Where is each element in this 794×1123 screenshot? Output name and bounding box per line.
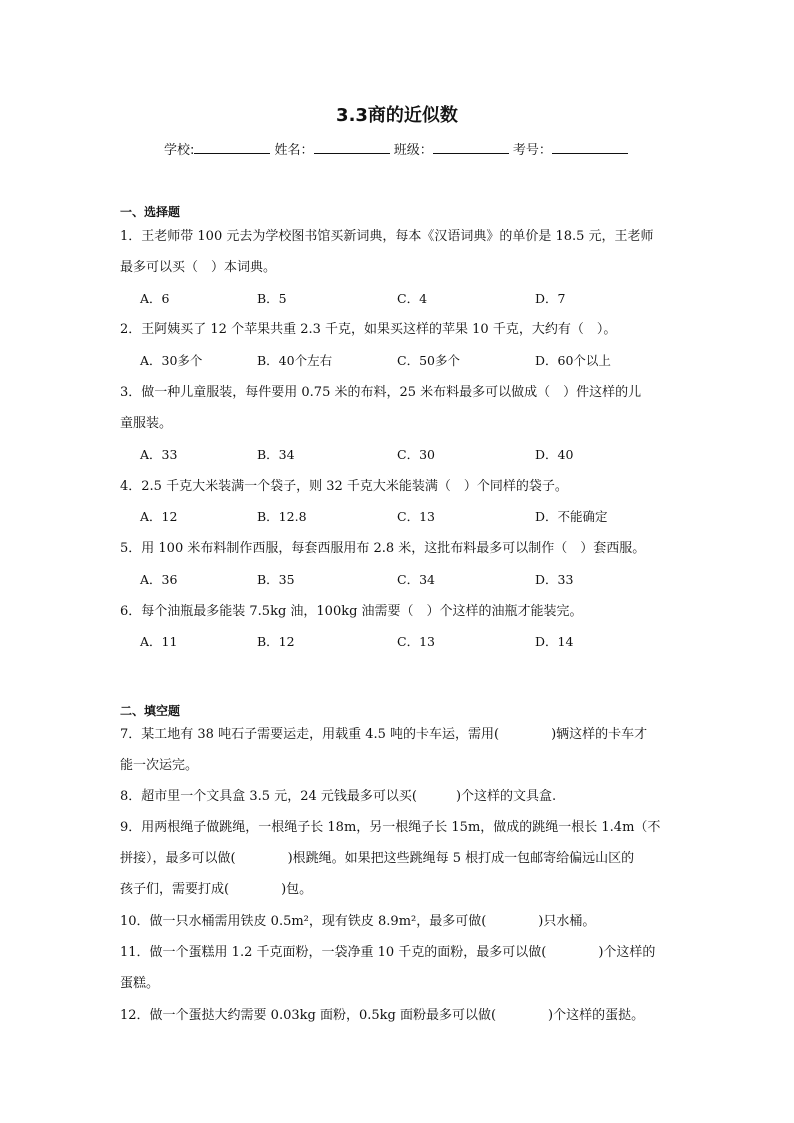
question-5-line-1: 5．用 100 米布料制作西服，每套西服用布 2.8 米，这批布料最多可以制作（ ）套西服。 bbox=[120, 541, 646, 556]
question-5-option-d[interactable]: D．33 bbox=[535, 572, 574, 587]
question-1-option-a[interactable]: A．6 bbox=[140, 291, 170, 306]
question-11-line-1: 11．做一个蛋糕用 1.2 千克面粉，一袋净重 10 千克的面粉，最多可以做( )个这样的 bbox=[120, 945, 656, 960]
question-2-line-1: 2．王阿姨买了 12 个苹果共重 2.3 千克，如果买这样的苹果 10 千克，大约有（ ）。 bbox=[120, 322, 617, 337]
question-1-line-2: 最多可以买（ ）本词典。 bbox=[120, 260, 277, 275]
question-8-line-1: 8．超市里一个文具盒 3.5 元，24 元钱最多可以买( )个这样的文具盒. bbox=[120, 789, 557, 804]
question-2-option-b[interactable]: B．40个左右 bbox=[257, 353, 333, 368]
question-4-line-1: 4．2.5 千克大米装满一个袋子，则 32 千克大米能装满（ ）个同样的袋子。 bbox=[120, 479, 568, 494]
question-12-line-1: 12．做一个蛋挞大约需要 0.03kg 面粉，0.5kg 面粉最多可以做( )个这样的蛋挞。 bbox=[120, 1008, 645, 1023]
question-4-option-a[interactable]: A．12 bbox=[140, 509, 178, 524]
section-title-choice: 一、选择题 bbox=[120, 205, 181, 219]
question-9-line-2: 拼接），最多可以做( )根跳绳。如果把这些跳绳每 5 根打成一包邮寄给偏远山区的 bbox=[120, 851, 635, 866]
question-2-option-c[interactable]: C．50多个 bbox=[397, 353, 460, 368]
question-6-option-a[interactable]: A．11 bbox=[140, 634, 178, 649]
question-4-option-c[interactable]: C．13 bbox=[397, 509, 435, 524]
exam-number-blank[interactable] bbox=[552, 139, 628, 154]
page-title: 3.3商的近似数 bbox=[336, 105, 458, 126]
question-7-line-2: 能一次运完。 bbox=[120, 758, 199, 773]
question-10-line-1: 10．做一只水桶需用铁皮 0.5m²，现有铁皮 8.9m²，最多可做( )只水桶。 bbox=[120, 914, 596, 929]
question-5-option-b[interactable]: B．35 bbox=[257, 572, 295, 587]
question-6-line-1: 6．每个油瓶最多能装 7.5kg 油，100kg 油需要（ ）个这样的油瓶才能装完。 bbox=[120, 604, 583, 619]
name-label: 姓名： bbox=[274, 143, 314, 158]
exam-number-label: 考号： bbox=[512, 143, 552, 158]
question-1-option-c[interactable]: C．4 bbox=[397, 291, 428, 306]
question-6-option-d[interactable]: D．14 bbox=[535, 634, 574, 649]
school-blank[interactable] bbox=[194, 139, 270, 154]
question-3-option-d[interactable]: D．40 bbox=[535, 447, 574, 462]
student-info-row bbox=[164, 139, 628, 159]
question-3-option-a[interactable]: A．33 bbox=[140, 447, 178, 462]
question-5-option-a[interactable]: A．36 bbox=[140, 572, 178, 587]
question-7-line-1: 7．某工地有 38 吨石子需要运走，用载重 4.5 吨的卡车运，需用( )辆这样的卡车才 bbox=[120, 727, 648, 742]
question-3-line-1: 3．做一种儿童服装，每件要用 0.75 米的布料，25 米布料最多可以做成（ ）件这样的儿 bbox=[120, 385, 642, 400]
question-1-line-1: 1．王老师带 100 元去为学校图书馆买新词典，每本《汉语词典》的单价是 18.5 元，王老师 bbox=[120, 229, 654, 244]
section-title-fill-in: 二、填空题 bbox=[120, 704, 181, 718]
question-2-option-a[interactable]: A．30多个 bbox=[140, 353, 203, 368]
question-6-option-b[interactable]: B．12 bbox=[257, 634, 295, 649]
question-9-line-3: 孩子们，需要打成( )包。 bbox=[120, 882, 313, 897]
question-6-option-c[interactable]: C．13 bbox=[397, 634, 435, 649]
question-5-option-c[interactable]: C．34 bbox=[397, 572, 435, 587]
class-label: 班级： bbox=[393, 143, 433, 158]
question-2-option-d[interactable]: D．60个以上 bbox=[535, 353, 611, 368]
question-9-line-1: 9．用两根绳子做跳绳，一根绳子长 18m，另一根绳子长 15m，做成的跳绳一根长 1.4m（不 bbox=[120, 820, 661, 835]
question-4-option-b[interactable]: B．12.8 bbox=[257, 509, 307, 524]
question-3-option-b[interactable]: B．34 bbox=[257, 447, 295, 462]
question-1-option-d[interactable]: D．7 bbox=[535, 291, 566, 306]
school-label: 学校: bbox=[164, 143, 195, 158]
question-3-option-c[interactable]: C．30 bbox=[397, 447, 435, 462]
name-blank[interactable] bbox=[314, 139, 390, 154]
question-3-line-2: 童服装。 bbox=[120, 416, 173, 431]
class-blank[interactable] bbox=[433, 139, 509, 154]
question-4-option-d[interactable]: D．不能确定 bbox=[535, 509, 608, 524]
question-1-option-b[interactable]: B．5 bbox=[257, 291, 287, 306]
question-11-line-2: 蛋糕。 bbox=[120, 976, 160, 991]
